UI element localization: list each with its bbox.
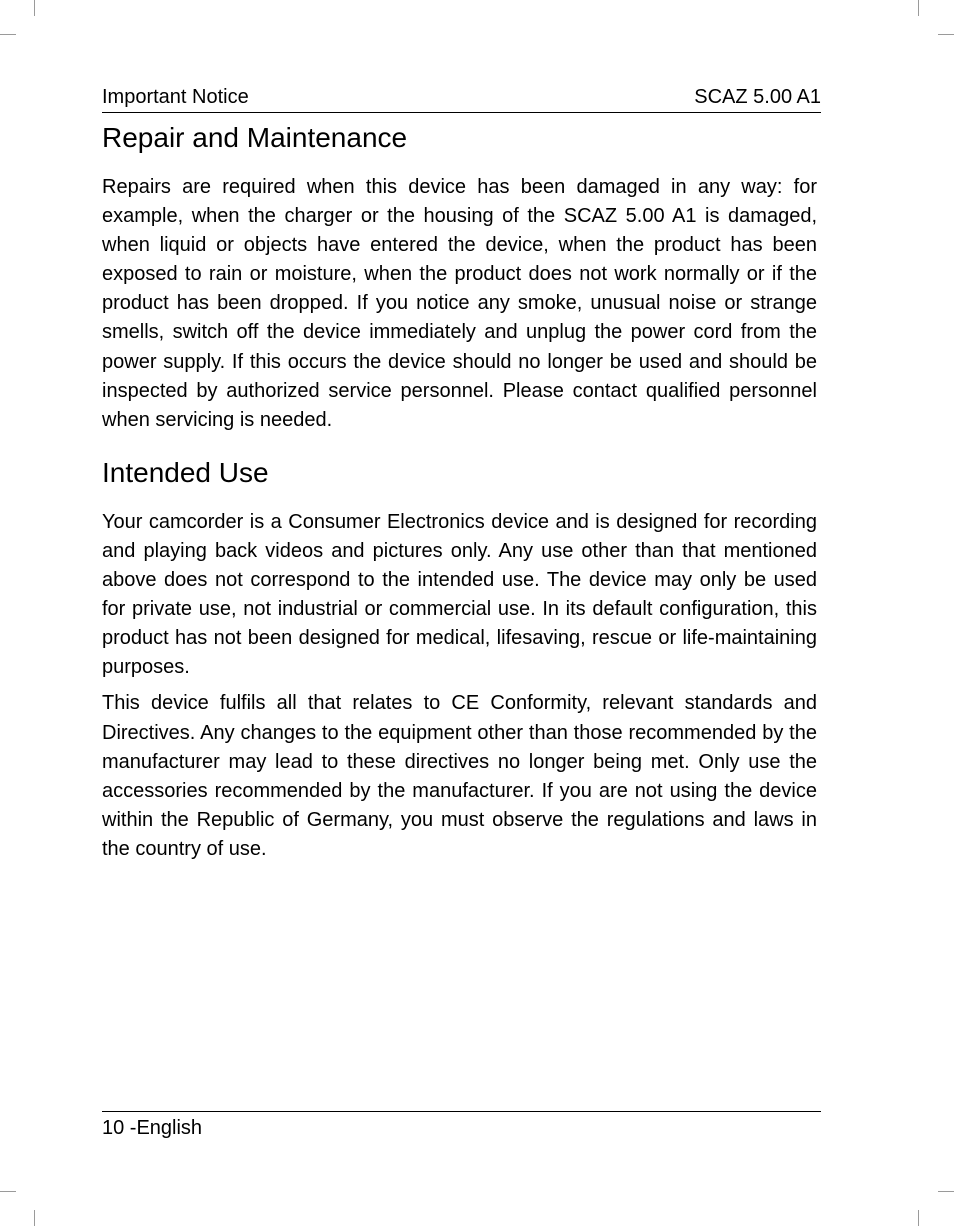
paragraph-intended-use: Your camcorder is a Consumer Electronics device and is designed for recording and playing back videos and pictures only. Any use other than that mentioned above does not correspond to the intended use. The device may only be used for private use, not industrial or commercial use. In its default configuration, this product has not been designed for medical, lifesaving, rescue or life-maintaining purposes. <box>102 510 817 679</box>
crop-mark-top-left <box>34 0 35 16</box>
page-content <box>102 120 817 864</box>
crop-mark-top-left-h <box>0 34 16 35</box>
crop-mark-bottom-right <box>918 1210 919 1226</box>
heading-intended-use: Intended Use <box>102 456 269 488</box>
crop-mark-bottom-left <box>34 1210 35 1226</box>
header-model-name: SCAZ 5.00 A1 <box>694 86 821 108</box>
paragraph-ce-conformity: This device fulfils all that relates to CE Conformity, relevant standards and Directives. Any changes to the equipment other than those recommended by the manufacturer may lead to these directives no longer being met. Only use the accessories recommended by the manufacturer. If you are not using the device within the Republic of Germany, you must observe the regulations and laws in the country of use. <box>102 692 817 860</box>
header-section-title: Important Notice <box>102 86 249 108</box>
heading-repair-maintenance: Repair and Maintenance <box>102 122 408 153</box>
crop-mark-top-right <box>918 0 919 16</box>
page-header <box>102 84 821 113</box>
page-number: 10 -English <box>102 1117 203 1139</box>
crop-mark-bottom-right-h <box>938 1191 954 1192</box>
paragraph-repair: Repairs are required when this device has been damaged in any way: for example, when the charger or the housing of the SCAZ 5.00 A1 is damaged, when liquid or objects have entered the device, when the product has been exposed to rain or moisture, when the product does not work normally or if the product has been dropped. If you notice any smoke, unusual noise or strange smells, switch off the device immediately and unplug the power cord from the power supply. If this occurs the device should no longer be used and should be inspected by authorized service personnel. Please contact qualified personnel when servicing is needed. <box>102 176 817 431</box>
crop-mark-bottom-left-h <box>0 1191 16 1192</box>
page-footer <box>102 1111 821 1139</box>
crop-mark-top-right-h <box>938 34 954 35</box>
